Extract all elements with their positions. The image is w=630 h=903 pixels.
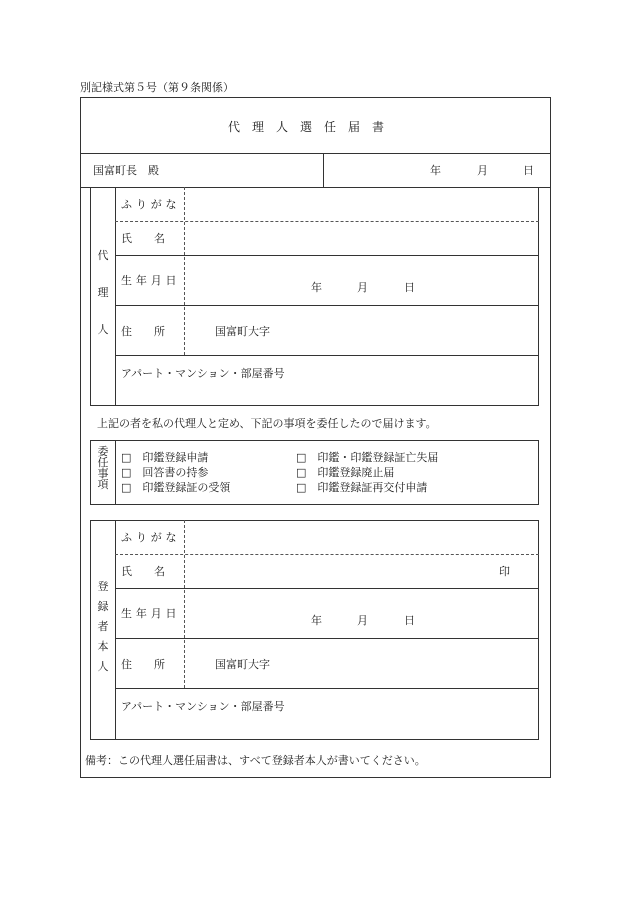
registrant-side-label: 登 録 者 本 人 bbox=[97, 580, 109, 673]
agent-name-field[interactable] bbox=[186, 223, 536, 253]
agent-apartment-field[interactable] bbox=[118, 382, 536, 402]
agent-furigana-label: ふりがな bbox=[121, 198, 181, 211]
registrant-dob-label: 生年月日 bbox=[121, 607, 181, 620]
agent-dob-year: 年 bbox=[311, 281, 322, 294]
registrant-furigana-field[interactable] bbox=[186, 522, 536, 552]
registrant-address-prefix: 国富町大字 bbox=[215, 658, 270, 671]
registrant-apartment-field[interactable] bbox=[118, 715, 536, 735]
delegation-item[interactable]: □ 印鑑登録申請 bbox=[121, 451, 209, 464]
date-month: 月 bbox=[477, 164, 488, 177]
delegation-sentence: 上記の者を私の代理人と定め、下記の事項を委任したので届けます。 bbox=[97, 417, 437, 430]
registrant-name-label: 氏 名 bbox=[121, 565, 165, 578]
delegation-side-label: 委 任 事 項 bbox=[97, 445, 109, 491]
registrant-dob-month: 月 bbox=[357, 614, 368, 627]
date-year: 年 bbox=[430, 164, 441, 177]
delegation-item[interactable]: □ 印鑑登録証再交付申請 bbox=[296, 481, 428, 494]
form-title: 代 理 人 選 任 届 書 bbox=[228, 120, 385, 134]
registrant-dob-day: 日 bbox=[404, 614, 415, 627]
registrant-name-field[interactable] bbox=[186, 556, 486, 586]
agent-address-field[interactable] bbox=[280, 310, 536, 350]
delegation-item[interactable]: □ 印鑑登録証の受領 bbox=[121, 481, 231, 494]
agent-dob-month: 月 bbox=[357, 281, 368, 294]
registrant-dob-year: 年 bbox=[311, 614, 322, 627]
agent-address-prefix: 国富町大字 bbox=[215, 325, 270, 338]
delegation-item[interactable]: □ 印鑑・印鑑登録証亡失届 bbox=[296, 451, 439, 464]
agent-side-label: 代 理 人 bbox=[97, 249, 109, 336]
agent-name-label: 氏 名 bbox=[121, 232, 165, 245]
delegation-item[interactable]: □ 印鑑登録廃止届 bbox=[296, 466, 395, 479]
agent-dob-label: 生年月日 bbox=[121, 274, 181, 287]
agent-apartment-label: アパート・マンション・部屋番号 bbox=[121, 367, 285, 380]
addressee: 国富町長 殿 bbox=[93, 164, 159, 177]
registrant-apartment-label: アパート・マンション・部屋番号 bbox=[121, 700, 285, 713]
agent-address-label: 住 所 bbox=[121, 325, 165, 338]
date-day: 日 bbox=[523, 164, 534, 177]
registrant-furigana-label: ふりがな bbox=[121, 531, 181, 544]
registrant-address-field[interactable] bbox=[280, 643, 536, 683]
registrant-address-label: 住 所 bbox=[121, 658, 165, 671]
remarks: 備考：この代理人選任届書は、すべて登録者本人が書いてください。 bbox=[85, 754, 426, 767]
delegation-item[interactable]: □ 回答書の持参 bbox=[121, 466, 209, 479]
agent-furigana-field[interactable] bbox=[186, 189, 536, 219]
agent-dob-day: 日 bbox=[404, 281, 415, 294]
seal-mark: 印 bbox=[499, 565, 510, 578]
form-number-note: 別記様式第５号（第９条関係） bbox=[80, 81, 234, 94]
